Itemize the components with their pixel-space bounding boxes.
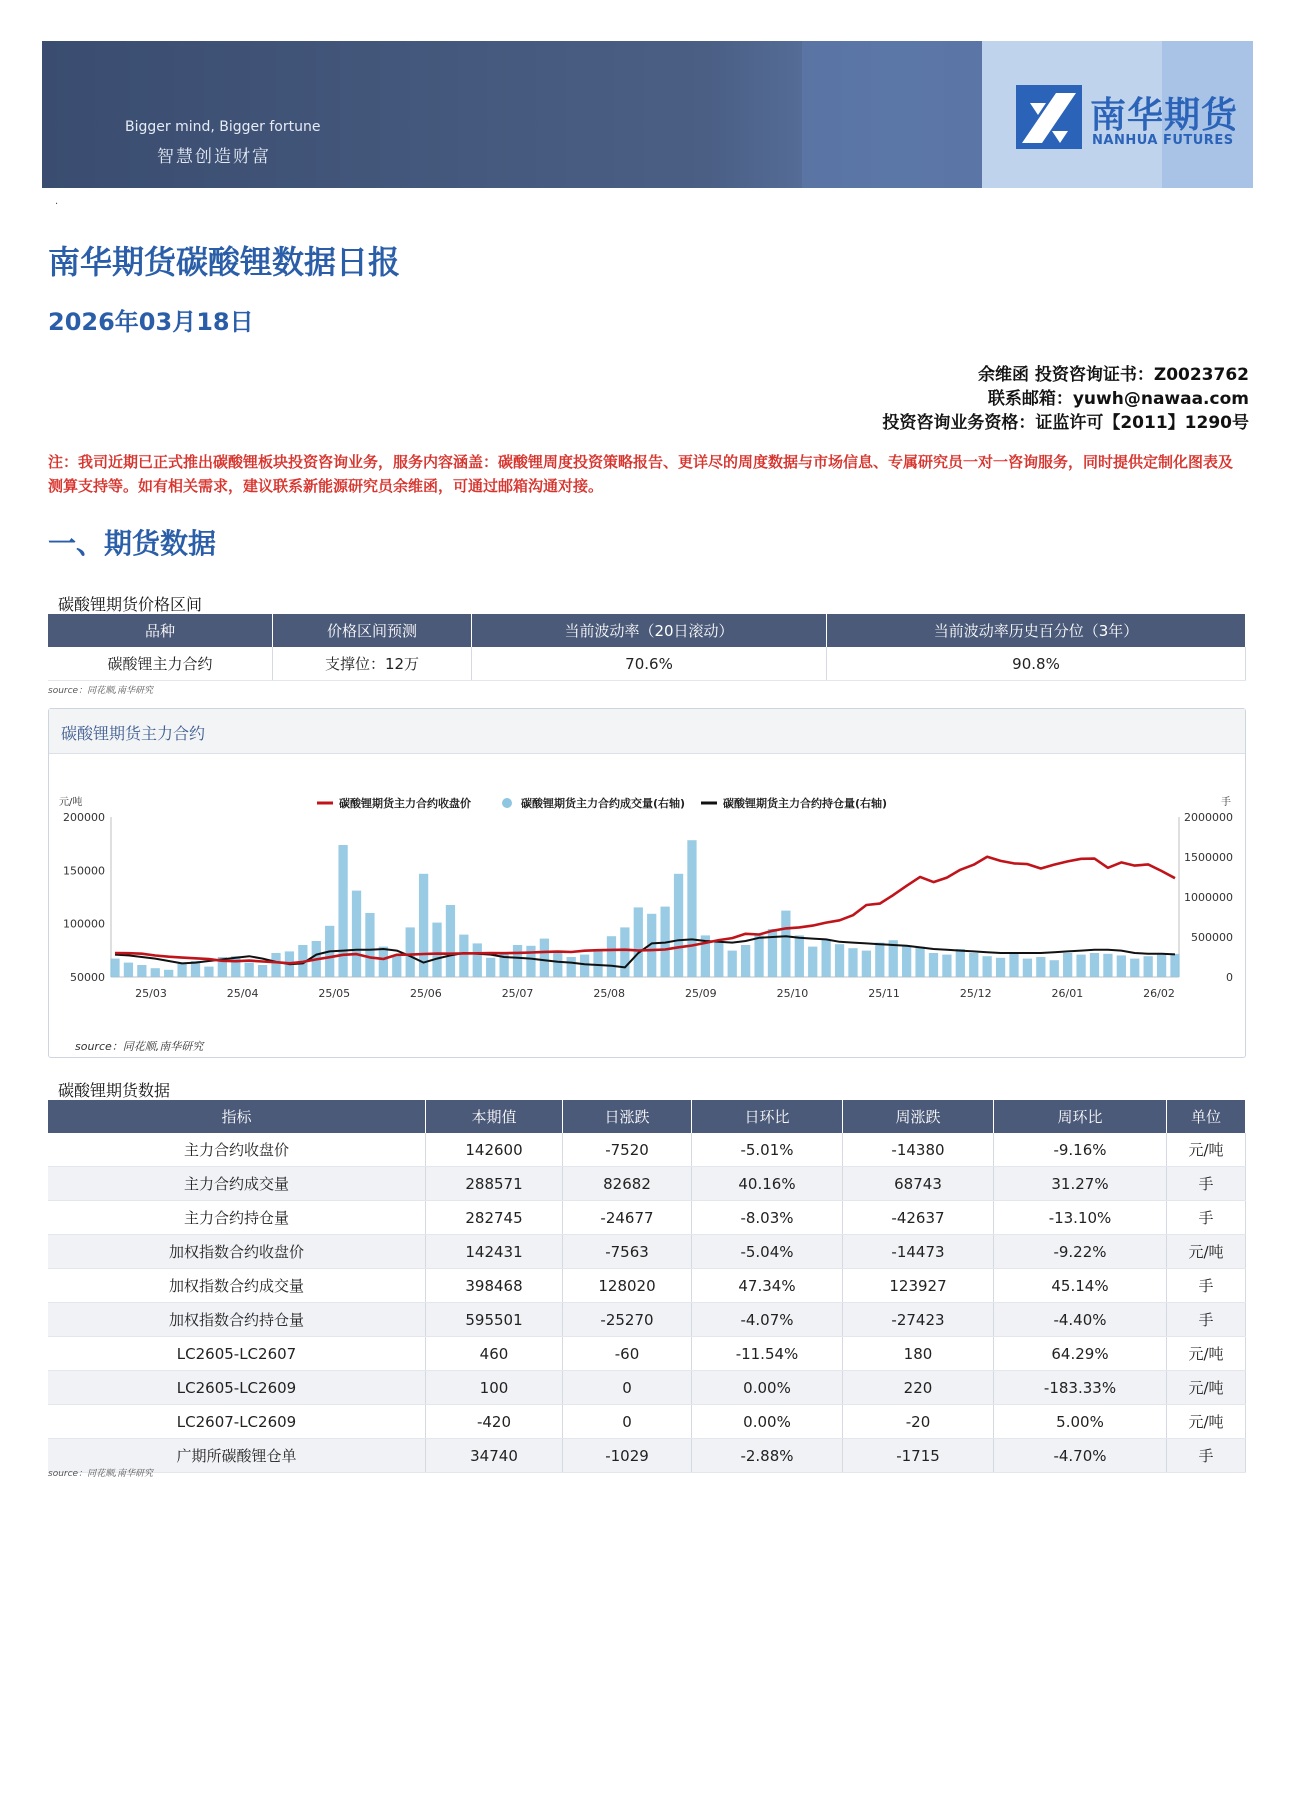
table-cell: -13.10% — [994, 1201, 1167, 1235]
volume-bar — [741, 945, 750, 977]
table-cell: 加权指数合约成交量 — [48, 1269, 426, 1303]
table-cell: 90.8% — [827, 647, 1246, 681]
table-row — [48, 1201, 1246, 1235]
volume-bar — [848, 948, 857, 977]
table-cell: 282745 — [426, 1201, 563, 1235]
volume-bar — [137, 965, 146, 977]
table-row — [48, 1405, 1246, 1439]
left-tick-label: 200000 — [63, 811, 105, 824]
table-cell: -1029 — [563, 1439, 692, 1473]
volume-bar — [969, 953, 978, 977]
volume-bar — [513, 945, 522, 977]
table-cell: -2.88% — [692, 1439, 843, 1473]
volume-bar — [151, 968, 160, 977]
volume-bar — [1090, 953, 1099, 977]
table-cell: -4.40% — [994, 1303, 1167, 1337]
table-cell: 45.14% — [994, 1269, 1167, 1303]
volume-bar — [459, 935, 468, 977]
table-cell: 68743 — [843, 1167, 994, 1201]
logo-subtext: NANHUA FUTURES — [1092, 133, 1234, 148]
table-cell: LC2605-LC2607 — [48, 1337, 426, 1371]
volume-bar — [822, 939, 831, 977]
table-header: 当前波动率历史百分位（3年） — [827, 614, 1246, 647]
x-tick-label: 25/03 — [135, 987, 167, 1000]
volume-bar — [406, 927, 415, 977]
table-cell: 主力合约收盘价 — [48, 1133, 426, 1167]
slogan-chinese: 智慧创造财富 — [157, 147, 271, 167]
table-cell: LC2607-LC2609 — [48, 1405, 426, 1439]
table-cell: -42637 — [843, 1201, 994, 1235]
table-cell: 元/吨 — [1167, 1337, 1246, 1371]
x-tick-label: 25/11 — [868, 987, 900, 1000]
volume-bar — [902, 946, 911, 977]
volume-bar — [110, 959, 119, 977]
table-cell: 元/吨 — [1167, 1371, 1246, 1405]
table-cell: 主力合约持仓量 — [48, 1201, 426, 1235]
volume-bar — [687, 840, 696, 977]
volume-bar — [795, 935, 804, 977]
futures-table-caption: 碳酸锂期货数据 — [58, 1081, 171, 1100]
left-unit-label: 元/吨 — [59, 797, 83, 808]
table-cell: -9.16% — [994, 1133, 1167, 1167]
volume-bar — [620, 927, 629, 977]
table-row — [48, 1269, 1246, 1303]
volume-bar — [875, 943, 884, 977]
volume-bar — [956, 949, 965, 977]
table-cell: 元/吨 — [1167, 1235, 1246, 1269]
author-license: 余维函 投资咨询证书：Z0023762 — [977, 365, 1249, 385]
table-cell: -20 — [843, 1405, 994, 1439]
volume-bar — [271, 953, 280, 977]
x-tick-label: 25/07 — [501, 987, 534, 1000]
chart-source: source：同花顺,南华研究 — [75, 1040, 204, 1053]
volume-bar — [352, 891, 361, 977]
x-tick-label: 25/10 — [776, 987, 809, 1000]
table-cell: 5.00% — [994, 1405, 1167, 1439]
table-cell: -25270 — [563, 1303, 692, 1337]
futures-data-table — [48, 1100, 1246, 1473]
header-banner — [42, 41, 1253, 188]
author-info — [882, 363, 1249, 435]
volume-bar — [164, 970, 173, 977]
right-tick-label: 2000000 — [1184, 811, 1233, 824]
right-tick-label: 0 — [1226, 971, 1233, 984]
volume-bar — [714, 941, 723, 977]
x-tick-label: 25/12 — [959, 987, 992, 1000]
volume-bar — [580, 955, 589, 977]
right-unit-label: 手 — [1221, 797, 1231, 808]
left-tick-label: 50000 — [70, 971, 105, 984]
volume-bar — [231, 956, 240, 977]
slogan-english: Bigger mind, Bigger fortune — [125, 119, 321, 135]
table-cell: 手 — [1167, 1269, 1246, 1303]
table-cell: -27423 — [843, 1303, 994, 1337]
right-tick-label: 1500000 — [1184, 851, 1233, 864]
table-cell: 47.34% — [692, 1269, 843, 1303]
table-cell: -7520 — [563, 1133, 692, 1167]
table-cell: -60 — [563, 1337, 692, 1371]
volume-bar — [781, 911, 790, 977]
table-row — [48, 1133, 1246, 1167]
table-header: 品种 — [48, 614, 273, 647]
table-header: 价格区间预测 — [273, 614, 472, 647]
futures-table-source: source：同花顺,南华研究 — [48, 1469, 153, 1479]
legend-label: 碳酸锂期货主力合约持仓量(右轴) — [723, 797, 888, 810]
table-cell: 220 — [843, 1371, 994, 1405]
x-tick-label: 25/08 — [593, 987, 626, 1000]
price-range-caption: 碳酸锂期货价格区间 — [58, 595, 203, 614]
volume-bar — [1117, 955, 1126, 977]
logo-text: 南华期货 — [1090, 95, 1239, 136]
table-cell: 180 — [843, 1337, 994, 1371]
volume-bar — [486, 958, 495, 977]
legend-label: 碳酸锂期货主力合约收盘价 — [339, 797, 471, 810]
volume-bar — [446, 905, 455, 977]
table-cell: 142600 — [426, 1133, 563, 1167]
legend-swatch — [502, 798, 512, 808]
volume-bar — [177, 963, 186, 977]
table-cell: 手 — [1167, 1303, 1246, 1337]
table-row — [48, 1235, 1246, 1269]
table-cell: 加权指数合约收盘价 — [48, 1235, 426, 1269]
table-cell: 34740 — [426, 1439, 563, 1473]
table-cell: -8.03% — [692, 1201, 843, 1235]
table-cell: 0 — [563, 1405, 692, 1439]
table-cell: -14473 — [843, 1235, 994, 1269]
volume-bar — [996, 958, 1005, 977]
volume-bar — [258, 965, 267, 977]
price-range-table — [48, 614, 1246, 681]
table-cell: -11.54% — [692, 1337, 843, 1371]
table-header: 单位 — [1167, 1100, 1246, 1133]
table-header: 指标 — [48, 1100, 426, 1133]
legend-label: 碳酸锂期货主力合约成交量(右轴) — [521, 797, 686, 810]
volume-bar — [1023, 959, 1032, 977]
volume-bar — [540, 939, 549, 977]
volume-bar — [553, 951, 562, 977]
volume-bar — [634, 907, 643, 977]
table-cell: 82682 — [563, 1167, 692, 1201]
table-header: 日环比 — [692, 1100, 843, 1133]
table-cell: -183.33% — [994, 1371, 1167, 1405]
volume-bar — [983, 956, 992, 977]
volume-bar — [915, 947, 924, 977]
left-tick-label: 150000 — [63, 864, 105, 878]
table-cell: 128020 — [563, 1269, 692, 1303]
x-tick-label: 26/02 — [1143, 987, 1175, 1000]
report-title: 南华期货碳酸锂数据日报 — [48, 243, 401, 281]
table-row — [48, 1439, 1246, 1473]
table-cell: 手 — [1167, 1167, 1246, 1201]
volume-bar — [473, 943, 482, 977]
price-range-source: source：同花顺,南华研究 — [48, 686, 153, 696]
section-heading: 一、期货数据 — [48, 527, 217, 560]
volume-bar — [526, 946, 535, 977]
volume-bar — [835, 944, 844, 977]
table-cell: -14380 — [843, 1133, 994, 1167]
x-tick-label: 25/09 — [684, 987, 717, 1000]
table-header: 周环比 — [994, 1100, 1167, 1133]
volume-bar — [124, 963, 133, 977]
volume-bar — [379, 947, 388, 977]
x-tick-label: 25/06 — [410, 987, 442, 1000]
table-cell: -5.01% — [692, 1133, 843, 1167]
table-cell: LC2605-LC2609 — [48, 1371, 426, 1405]
volume-bar — [674, 874, 683, 977]
table-cell: 元/吨 — [1167, 1405, 1246, 1439]
table-cell: -7563 — [563, 1235, 692, 1269]
table-cell: 100 — [426, 1371, 563, 1405]
volume-bar — [929, 953, 938, 977]
chart-panel — [48, 708, 1246, 1058]
table-cell: -1715 — [843, 1439, 994, 1473]
table-cell: -4.70% — [994, 1439, 1167, 1473]
volume-bar — [567, 957, 576, 977]
table-cell: 支撑位：12万 — [273, 647, 472, 681]
volume-bar — [245, 963, 254, 977]
table-header: 当前波动率（20日滚动） — [472, 614, 827, 647]
table-header: 本期值 — [426, 1100, 563, 1133]
table-cell: 64.29% — [994, 1337, 1167, 1371]
table-cell: -5.04% — [692, 1235, 843, 1269]
chart-panel-title: 碳酸锂期货主力合约 — [61, 724, 206, 743]
table-cell: 595501 — [426, 1303, 563, 1337]
table-cell: 广期所碳酸锂仓单 — [48, 1439, 426, 1473]
volume-bar — [392, 955, 401, 977]
table-cell: 31.27% — [994, 1167, 1167, 1201]
report-date: 2026年03月18日 — [48, 308, 254, 336]
right-tick-label: 500000 — [1191, 931, 1233, 944]
table-row — [48, 1337, 1246, 1371]
table-cell: 0.00% — [692, 1405, 843, 1439]
banner-stripe — [802, 41, 982, 188]
nanhua-logo-icon — [1016, 85, 1082, 149]
volume-bar — [1103, 954, 1112, 977]
table-cell: 288571 — [426, 1167, 563, 1201]
marker-dot: . — [55, 196, 59, 207]
chart-panel-header — [49, 709, 1245, 754]
table-cell: 手 — [1167, 1201, 1246, 1235]
table-cell: 460 — [426, 1337, 563, 1371]
table-cell: 123927 — [843, 1269, 994, 1303]
volume-bar — [1063, 953, 1072, 977]
table-cell: 398468 — [426, 1269, 563, 1303]
table-cell: -4.07% — [692, 1303, 843, 1337]
volume-bar — [942, 955, 951, 977]
left-tick-label: 100000 — [63, 917, 105, 931]
table-cell: 142431 — [426, 1235, 563, 1269]
volume-bar — [862, 951, 871, 977]
table-cell: 碳酸锂主力合约 — [48, 647, 273, 681]
x-tick-label: 25/04 — [226, 987, 259, 1000]
table-cell: 加权指数合约持仓量 — [48, 1303, 426, 1337]
table-cell: 0.00% — [692, 1371, 843, 1405]
table-cell: -9.22% — [994, 1235, 1167, 1269]
volume-bar — [1050, 960, 1059, 977]
price-volume-chart — [49, 755, 1245, 1055]
volume-bar — [808, 947, 817, 977]
service-notice: 注：我司近期已正式推出碳酸锂板块投资咨询业务，服务内容涵盖：碳酸锂周度投资策略报告、更详尽的周度数据与市场信息、专属研究员一对一咨询服务，同时提供定制化图表及测算支持等。如有相关需求，建议联系新能源研究员余维函，可通过邮箱沟通对接。 — [48, 453, 1234, 495]
volume-bar — [1076, 955, 1085, 977]
volume-bar — [1144, 956, 1153, 977]
volume-bar — [1130, 959, 1139, 977]
x-tick-label: 26/01 — [1051, 987, 1084, 1000]
volume-bar — [204, 967, 213, 977]
volume-bar — [593, 949, 602, 977]
volume-bar — [1009, 954, 1018, 977]
table-cell: 主力合约成交量 — [48, 1167, 426, 1201]
table-cell: 元/吨 — [1167, 1133, 1246, 1167]
volume-bar — [1170, 954, 1179, 977]
table-cell: 0 — [563, 1371, 692, 1405]
table-header: 日涨跌 — [563, 1100, 692, 1133]
x-tick-label: 25/05 — [318, 987, 351, 1000]
right-tick-label: 1000000 — [1184, 891, 1233, 904]
volume-bar — [1157, 955, 1166, 977]
author-email: 联系邮箱：yuwh@nawaa.com — [987, 389, 1249, 409]
table-cell: -420 — [426, 1405, 563, 1439]
volume-bar — [432, 923, 441, 977]
volume-bar — [338, 845, 347, 977]
table-row — [48, 1371, 1246, 1405]
table-cell: -24677 — [563, 1201, 692, 1235]
table-cell: 40.16% — [692, 1167, 843, 1201]
table-row — [48, 1167, 1246, 1201]
volume-bar — [728, 951, 737, 977]
volume-bar — [365, 913, 374, 977]
author-qualification: 投资咨询业务资格：证监许可【2011】1290号 — [882, 413, 1249, 433]
table-cell: 手 — [1167, 1439, 1246, 1473]
table-row — [48, 1303, 1246, 1337]
volume-bar — [1036, 957, 1045, 977]
volume-bar — [607, 936, 616, 977]
volume-bar — [754, 935, 763, 977]
table-cell: 70.6% — [472, 647, 827, 681]
table-header: 周涨跌 — [843, 1100, 994, 1133]
